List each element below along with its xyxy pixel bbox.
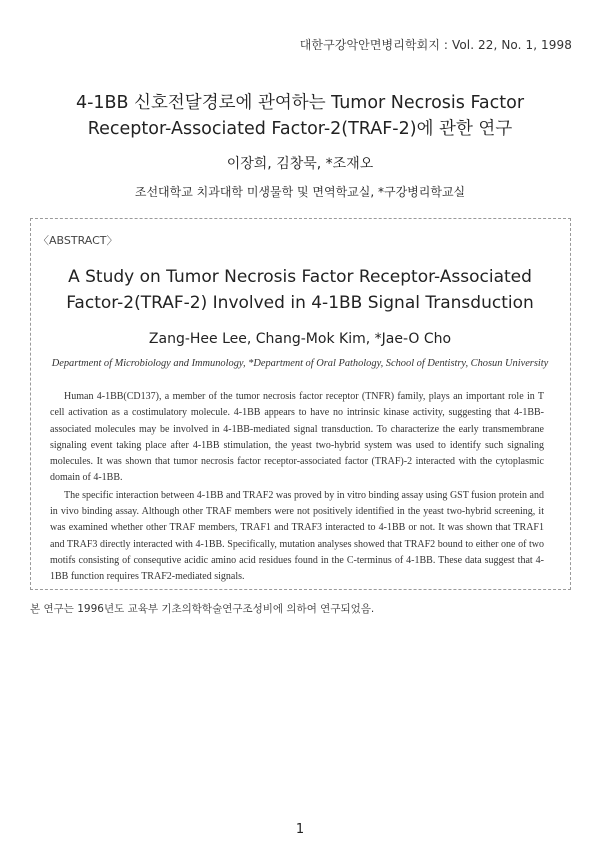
korean-affiliation: 조선대학교 치과대학 미생물학 및 면역학교실, *구강병리학교실: [134, 185, 466, 199]
korean-title-line-1: 4-1BB 신호전달경로에 관여하는 Tumor Necrosis Factor: [75, 93, 525, 113]
abstract-label: 〈ABSTRACT〉: [38, 234, 118, 247]
abstract-body: [50, 389, 544, 586]
abstract-paragraph-2: The specific interaction between 4-1BB and TRAF2 was proved by in vitro binding assay using GST fusion protein and in vivo binding assay. Although other TRAF members were not positively identified in the yeast two-hybrid screening, it was examined whether other TRAF members, TRAF1 and TRAF3 interacted to 4-1BB or not. It was shown that TRAF1 and TRAF3 directly interacted with 4-1BB. Specifically, mutation analyses showed that TRAF2 bound to either one of two motifs consisting of consequtive acidic amino acid residues found in the C-terminus of 4-1BB. These data suggest that 4-1BB function requires TRAF2-mediated signals.: [50, 489, 544, 583]
english-title-line-2: Factor-2(TRAF-2) Involved in 4-1BB Signal Transduction: [66, 293, 534, 313]
funding-footnote: 본 연구는 1996년도 교육부 기초의학학술연구조성비에 의하여 연구되었음.: [30, 603, 375, 615]
english-title: [0, 264, 600, 316]
korean-authors: 이장희, 김창묵, *조재오: [226, 156, 374, 172]
english-title-line-1: A Study on Tumor Necrosis Factor Receptor-Associated: [68, 267, 532, 287]
english-authors: Zang-Hee Lee, Chang-Mok Kim, *Jae-O Cho: [148, 331, 452, 347]
journal-header: 대한구강악안면병리학회지 : Vol. 22, No. 1, 1998: [299, 38, 572, 52]
korean-title-line-2: Receptor-Associated Factor-2(TRAF-2)에 관한 연구: [87, 119, 513, 139]
korean-title: [0, 90, 600, 142]
english-affiliation: Department of Microbiology and Immunology, *Department of Oral Pathology, School of Dentistry, Chosun University: [51, 358, 549, 369]
abstract-paragraph-1: Human 4-1BB(CD137), a member of the tumor necrosis factor receptor (TNFR) family, plays an important role in T cell activation as a costimulatory molecule. 4-1BB appears to have no intrinsic kinase activity, suggesting that 4-1BB-associated molecules may be involved in 4-1BB-mediated signal transduction. To characterize the early transmembrane signaling event taking place after 4-1BB stimulation, the yeast two-hybrid system was used to identify such signaling molecules. It was shown that tumor necrosis factor receptor-associated factor (TRAF)-2 interacted with the cytoplasmic domain of 4-1BB.: [50, 391, 544, 484]
page-number: 1: [295, 822, 305, 837]
